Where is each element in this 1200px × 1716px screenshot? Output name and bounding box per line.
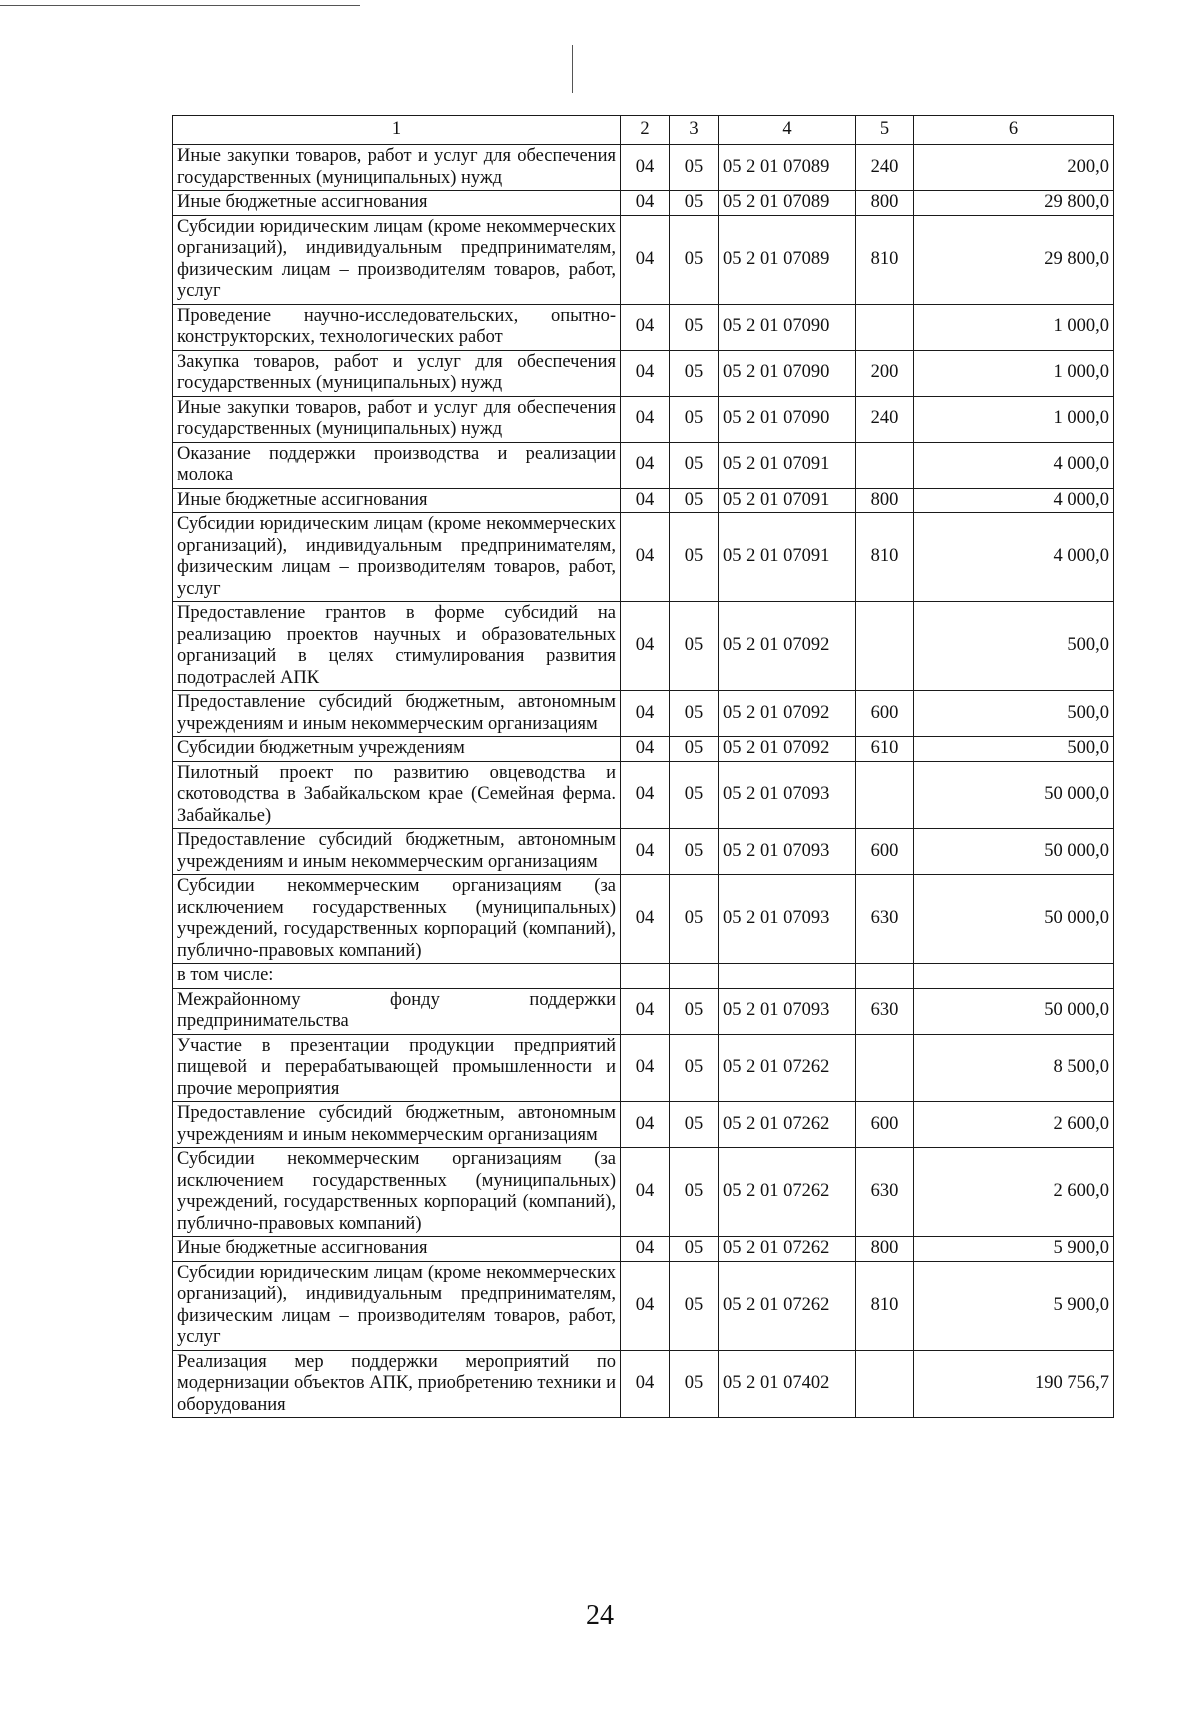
subsection-code: 05 [670,1350,719,1418]
subsection-code: 05 [670,1148,719,1237]
scan-artifact-top [0,5,360,6]
row-name: Межрайонному фонду поддержки предпринимательства [173,988,621,1034]
table-row [173,1350,1114,1418]
table-row [173,988,1114,1034]
section-code: 04 [621,602,670,691]
subsection-code: 05 [670,191,719,216]
column-header: 4 [719,116,856,145]
subsection-code: 05 [670,1034,719,1102]
expense-type-code: 240 [856,145,914,191]
row-name: Пилотный проект по развитию овцеводства и скотоводства в Забайкальском крае (Семейная ферма. Забайкалье) [173,761,621,829]
subsection-code: 05 [670,988,719,1034]
subsection-code: 05 [670,215,719,304]
row-name: Проведение научно-исследовательских, опытно-конструкторских, технологических работ [173,304,621,350]
row-name: Субсидии юридическим лицам (кроме некоммерческих организаций), индивидуальным предпринимателям, физическим лицам – производителям товаров, работ, услуг [173,215,621,304]
expense-type-code: 630 [856,1148,914,1237]
section-code: 04 [621,988,670,1034]
row-name: Иные закупки товаров, работ и услуг для обеспечения государственных (муниципальных) нужд [173,396,621,442]
section-code: 04 [621,737,670,762]
amount: 50 000,0 [914,761,1114,829]
amount: 500,0 [914,737,1114,762]
table-row [173,875,1114,964]
target-article-code: 05 2 01 07090 [719,350,856,396]
subsection-code: 05 [670,1237,719,1262]
table-row [173,1102,1114,1148]
expense-type-code: 200 [856,350,914,396]
section-code: 04 [621,761,670,829]
section-code: 04 [621,829,670,875]
expense-type-code: 610 [856,737,914,762]
column-header: 2 [621,116,670,145]
section-code: 04 [621,691,670,737]
target-article-code: 05 2 01 07090 [719,304,856,350]
target-article-code: 05 2 01 07093 [719,875,856,964]
row-name: Иные бюджетные ассигнования [173,191,621,216]
amount: 8 500,0 [914,1034,1114,1102]
row-name: Субсидии некоммерческим организациям (за исключением государственных (муниципальных) учреждений, государственных корпораций (компаний), публично-правовых компаний) [173,1148,621,1237]
section-code [621,964,670,989]
row-name: Иные закупки товаров, работ и услуг для обеспечения государственных (муниципальных) нужд [173,145,621,191]
table-row [173,964,1114,989]
amount: 200,0 [914,145,1114,191]
target-article-code: 05 2 01 07093 [719,761,856,829]
expense-type-code: 810 [856,215,914,304]
table-row [173,191,1114,216]
subsection-code: 05 [670,513,719,602]
row-name: Иные бюджетные ассигнования [173,1237,621,1262]
amount: 5 900,0 [914,1237,1114,1262]
column-header: 3 [670,116,719,145]
row-name: Субсидии юридическим лицам (кроме некоммерческих организаций), индивидуальным предпринимателям, физическим лицам – производителям товаров, работ, услуг [173,513,621,602]
subsection-code: 05 [670,737,719,762]
table-row [173,761,1114,829]
amount: 5 900,0 [914,1261,1114,1350]
table-row [173,691,1114,737]
budget-table [172,115,1114,1418]
table-row [173,350,1114,396]
subsection-code [670,964,719,989]
target-article-code: 05 2 01 07090 [719,396,856,442]
row-name: Предоставление субсидий бюджетным, автономным учреждениям и иным некоммерческим организациям [173,829,621,875]
expense-type-code [856,442,914,488]
amount: 500,0 [914,602,1114,691]
target-article-code: 05 2 01 07262 [719,1237,856,1262]
target-article-code: 05 2 01 07092 [719,691,856,737]
subsection-code: 05 [670,602,719,691]
target-article-code: 05 2 01 07089 [719,215,856,304]
expense-type-code: 800 [856,488,914,513]
subsection-code: 05 [670,875,719,964]
table-header-row [173,116,1114,145]
table-row [173,737,1114,762]
table-row [173,145,1114,191]
column-header: 1 [173,116,621,145]
amount: 1 000,0 [914,304,1114,350]
amount: 500,0 [914,691,1114,737]
subsection-code: 05 [670,442,719,488]
section-code: 04 [621,1148,670,1237]
expense-type-code: 240 [856,396,914,442]
amount: 4 000,0 [914,442,1114,488]
expense-type-code: 800 [856,1237,914,1262]
target-article-code: 05 2 01 07262 [719,1034,856,1102]
subsection-code: 05 [670,145,719,191]
expense-type-code [856,1350,914,1418]
table-row [173,829,1114,875]
table-row [173,442,1114,488]
column-header: 6 [914,116,1114,145]
expense-type-code: 630 [856,988,914,1034]
expense-type-code: 600 [856,691,914,737]
subsection-code: 05 [670,350,719,396]
expense-type-code [856,304,914,350]
expense-type-code [856,1034,914,1102]
subsection-code: 05 [670,488,719,513]
row-name: Предоставление грантов в форме субсидий на реализацию проектов научных и образовательных организаций в целях стимулирования развития подотраслей АПК [173,602,621,691]
table-row [173,513,1114,602]
table-row [173,488,1114,513]
amount: 50 000,0 [914,829,1114,875]
row-name: Участие в презентации продукции предприятий пищевой и перерабатывающей промышленности и прочие мероприятия [173,1034,621,1102]
table-row [173,304,1114,350]
table-row [173,396,1114,442]
scan-artifact-mark [572,45,573,93]
subsection-code: 05 [670,829,719,875]
amount: 29 800,0 [914,215,1114,304]
target-article-code: 05 2 01 07093 [719,829,856,875]
section-code: 04 [621,396,670,442]
section-code: 04 [621,1237,670,1262]
section-code: 04 [621,1102,670,1148]
target-article-code: 05 2 01 07089 [719,191,856,216]
expense-type-code [856,602,914,691]
amount: 2 600,0 [914,1102,1114,1148]
section-code: 04 [621,513,670,602]
subsection-code: 05 [670,304,719,350]
target-article-code: 05 2 01 07262 [719,1261,856,1350]
expense-type-code [856,964,914,989]
section-code: 04 [621,1034,670,1102]
target-article-code: 05 2 01 07091 [719,488,856,513]
target-article-code: 05 2 01 07402 [719,1350,856,1418]
section-code: 04 [621,215,670,304]
expense-type-code: 630 [856,875,914,964]
subsection-code: 05 [670,761,719,829]
expense-type-code: 810 [856,1261,914,1350]
target-article-code: 05 2 01 07092 [719,602,856,691]
row-name: Субсидии бюджетным учреждениям [173,737,621,762]
target-article-code: 05 2 01 07091 [719,442,856,488]
section-code: 04 [621,350,670,396]
row-name: Предоставление субсидий бюджетным, автономным учреждениям и иным некоммерческим организациям [173,691,621,737]
subsection-code: 05 [670,396,719,442]
target-article-code: 05 2 01 07091 [719,513,856,602]
target-article-code: 05 2 01 07093 [719,988,856,1034]
expense-type-code [856,761,914,829]
target-article-code [719,964,856,989]
section-code: 04 [621,1350,670,1418]
expense-type-code: 800 [856,191,914,216]
section-code: 04 [621,1261,670,1350]
amount: 1 000,0 [914,396,1114,442]
amount: 4 000,0 [914,513,1114,602]
section-code: 04 [621,191,670,216]
subsection-code: 05 [670,1102,719,1148]
row-name: Субсидии юридическим лицам (кроме некоммерческих организаций), индивидуальным предпринимателям, физическим лицам – производителям товаров, работ, услуг [173,1261,621,1350]
row-name: в том числе: [173,964,621,989]
target-article-code: 05 2 01 07262 [719,1148,856,1237]
amount: 1 000,0 [914,350,1114,396]
row-name: Оказание поддержки производства и реализации молока [173,442,621,488]
amount: 2 600,0 [914,1148,1114,1237]
section-code: 04 [621,875,670,964]
column-header: 5 [856,116,914,145]
expense-type-code: 810 [856,513,914,602]
amount: 190 756,7 [914,1350,1114,1418]
target-article-code: 05 2 01 07262 [719,1102,856,1148]
row-name: Предоставление субсидий бюджетным, автономным учреждениям и иным некоммерческим организациям [173,1102,621,1148]
section-code: 04 [621,304,670,350]
table-row [173,1261,1114,1350]
subsection-code: 05 [670,691,719,737]
row-name: Реализация мер поддержки мероприятий по модернизации объектов АПК, приобретению техники и оборудования [173,1350,621,1418]
row-name: Субсидии некоммерческим организациям (за исключением государственных (муниципальных) учреждений, государственных корпораций (компаний), публично-правовых компаний) [173,875,621,964]
amount: 50 000,0 [914,875,1114,964]
expense-type-code: 600 [856,1102,914,1148]
expense-type-code: 600 [856,829,914,875]
page-number: 24 [586,1600,614,1631]
amount: 4 000,0 [914,488,1114,513]
section-code: 04 [621,488,670,513]
table-row [173,1237,1114,1262]
subsection-code: 05 [670,1261,719,1350]
amount: 29 800,0 [914,191,1114,216]
table-row [173,215,1114,304]
row-name: Иные бюджетные ассигнования [173,488,621,513]
amount: 50 000,0 [914,988,1114,1034]
amount [914,964,1114,989]
table-row [173,1148,1114,1237]
table-row [173,1034,1114,1102]
section-code: 04 [621,145,670,191]
table-row [173,602,1114,691]
row-name: Закупка товаров, работ и услуг для обеспечения государственных (муниципальных) нужд [173,350,621,396]
target-article-code: 05 2 01 07089 [719,145,856,191]
target-article-code: 05 2 01 07092 [719,737,856,762]
section-code: 04 [621,442,670,488]
